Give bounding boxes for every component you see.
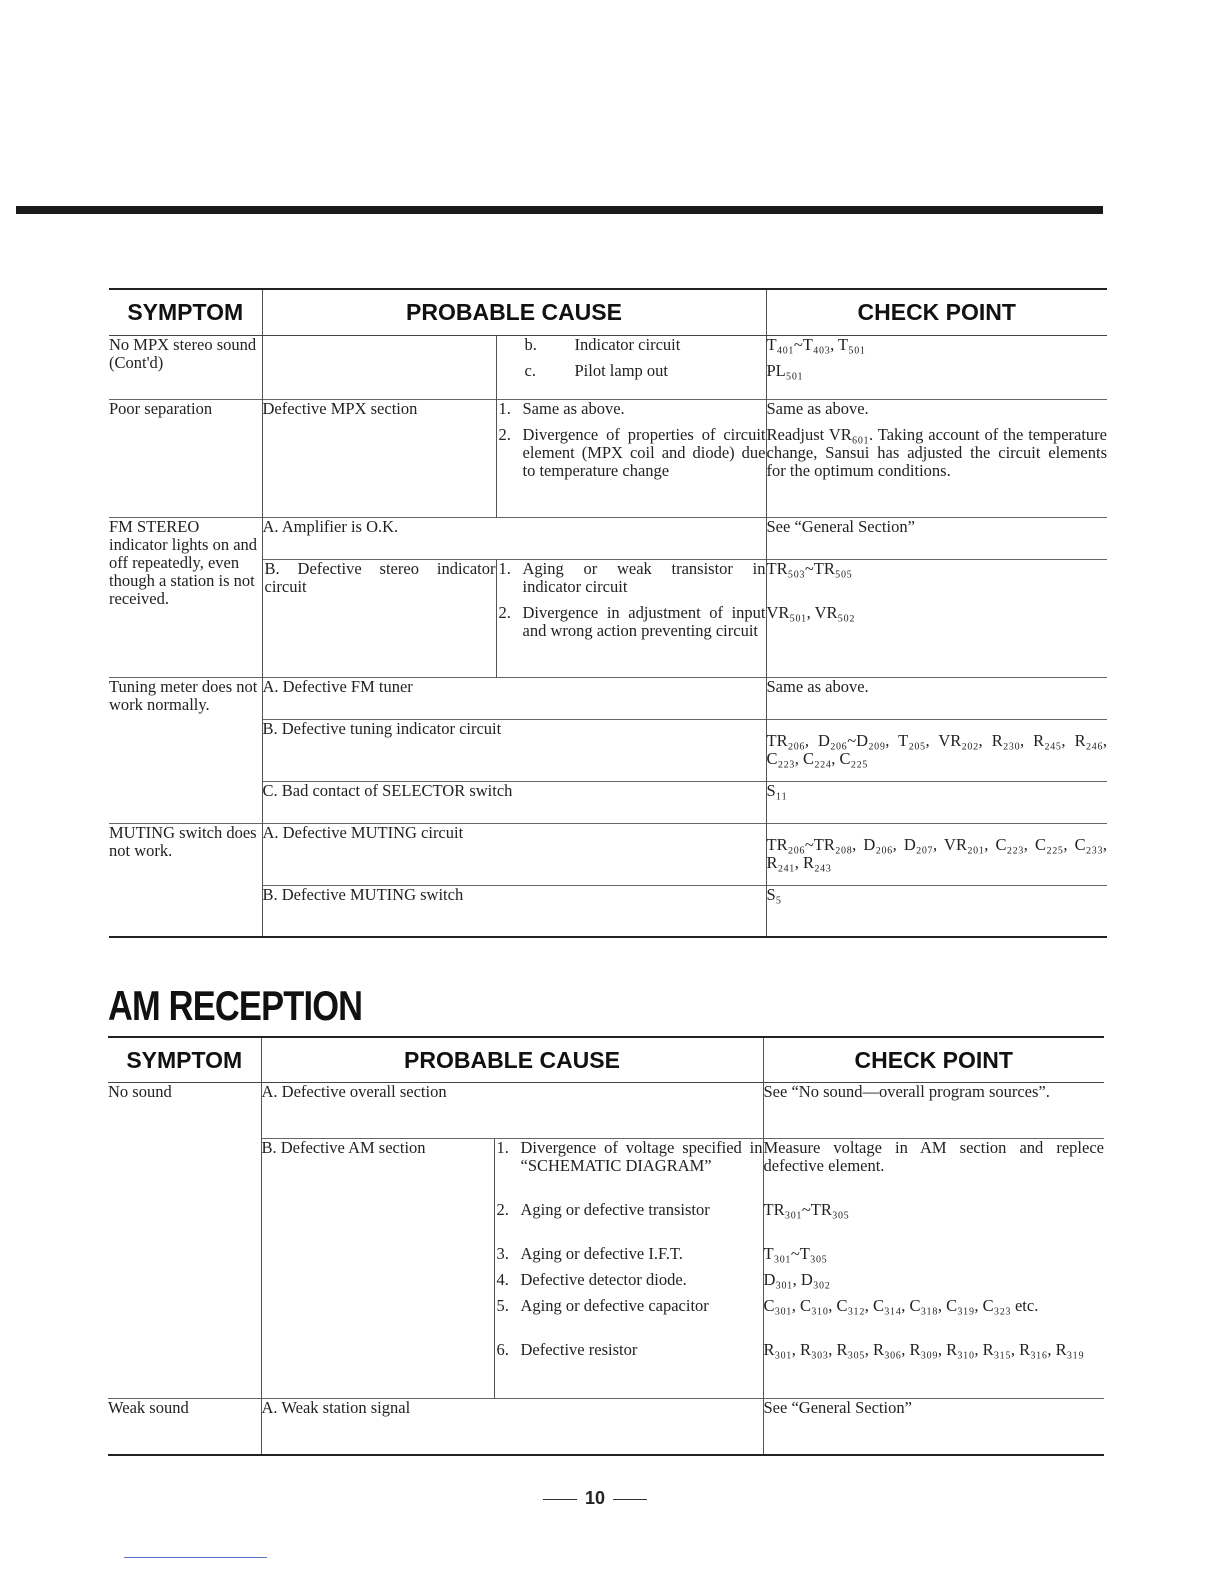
cause-indicator-circuit: Indicator circuit [574, 334, 681, 354]
table-row: Tuning meter does not work normally. A. Defective FM tuner Same as above. [109, 677, 1107, 719]
symptom-muting: MUTING switch does not work. [109, 823, 262, 937]
header-probable-cause: PROBABLE CAUSE [262, 289, 766, 335]
symptom-tuning-meter: Tuning meter does not work normally. [109, 677, 262, 823]
table-row: B. Defective tuning indicator circuit TR₂₀₆, D₂₀₆~D₂₀₉, T₂₀₅, VR₂₀₂, R₂₃₀, R₂₄₅, R₂₄₆, C₂₂₃, C₂₂₄, C₂₂₅ [109, 719, 1107, 781]
cause-defective-mpx: Defective MPX section [262, 399, 496, 517]
symptom-no-sound: No sound [108, 1082, 172, 1101]
am-header-probable-cause: PROBABLE CAUSE [261, 1037, 763, 1083]
table-row: B. Defective stereo indicator circuit 1. Aging or weak transistor in indicator circuit 2. Divergence in adjustment of input and wrong action preventing circuit TR₅₀₃~TR₅₀₅ VR₅₀₁, VR₅₀₂ [109, 559, 1107, 677]
header-check-point: CHECK POINT [766, 289, 1107, 335]
fm-troubleshooting-table [109, 288, 1107, 938]
check-indicator: T₄₀₁~T₄₀₃, T₅₀₁ [766, 334, 866, 354]
top-rule [16, 206, 1103, 214]
page-number: 10 [0, 1488, 1190, 1509]
cause-divergence-properties: Divergence of properties of circuit element (MPX coil and diode) due to temperature change [522, 424, 766, 480]
table-row: B. Defective AM section 1. Divergence of voltage specified in “SCHEMATIC DIAGRAM” 2. Aging or defective transistor 3. Aging or defective I.F.T. 4. Defective detector diode. 5. Aging or defective capacitor 6. Defective resistor Measure voltage in AM section and replece defective element. TR₃₀₁~TR₃₀₅ T₃₀₁~T₃₀₅ D₃₀₁, D₃₀₂ C₃₀₁, C₃₁₀, C₃₁₂, C₃₁₄, C₃₁₈, C₃₁₉, C₃₂₃ etc. R₃₀₁, R₃₀₃, R₃₀₅, R₃₀₆, R₃₀₉, R₃₁₀, R₃₁₅, R₃₁₆, R₃₁₉ [108, 1139, 1104, 1399]
cause-defective-am: B. Defective AM section [261, 1139, 494, 1399]
table-row: C. Bad contact of SELECTOR switch S₁₁ [109, 781, 1107, 823]
header-symptom: SYMPTOM [109, 289, 262, 335]
symptom-weak-sound: Weak sound [108, 1399, 261, 1455]
symptom-poor-separation: Poor separation [109, 399, 262, 517]
am-header-symptom: SYMPTOM [108, 1037, 261, 1083]
table-row: Weak sound A. Weak station signal See “General Section” [108, 1399, 1104, 1455]
table-row: FM STEREO indicator lights on and off repeatedly, even though a station is not received. A. Amplifier is O.K. See “General Section” [109, 517, 1107, 559]
table-row: Poor separation Defective MPX section 1. Same as above. 2. Divergence of properties of circuit element (MPX coil and diode) due to temperature change Same as above. Readjust VR₆₀₁. Taking account of the temperature change, Sansui has adjusted the circuit elements for the optimum conditions. [109, 399, 1107, 517]
table-row: No sound A. Defective overall section See “No sound—overall program sources”. [108, 1083, 1104, 1139]
footer-line [124, 1557, 267, 1558]
check-pilot-lamp: PL₅₀₁ [766, 360, 804, 380]
am-header-check-point: CHECK POINT [763, 1037, 1104, 1083]
table-row: No MPX stereo sound (Cont'd) b. Indicator circuit c. Pilot lamp out T₄₀₁~T₄₀₃, T₅₀₁ PL₅₀₁ [109, 335, 1107, 399]
cause-defective-stereo-indicator: B. Defective stereo indicator circuit [262, 559, 496, 677]
am-reception-heading: AM RECEPTION [108, 982, 363, 1029]
symptom-no-mpx: No MPX stereo sound (Cont'd) [109, 334, 257, 372]
check-readjust-vr601: Readjust VR₆₀₁. Taking account of the temperature change, Sansui has adjusted the circuit elements for the optimum conditions. [766, 424, 1107, 480]
table-row: B. Defective MUTING switch S₅ [109, 885, 1107, 937]
table-row: MUTING switch does not work. A. Defective MUTING circuit TR₂₀₆~TR₂₀₈, D₂₀₆, D₂₀₇, VR₂₀₁, C₂₂₃, C₂₂₅, C₂₃₃, R₂₄₁, R₂₄₃ [109, 823, 1107, 885]
am-troubleshooting-table [108, 1036, 1104, 1456]
cause-pilot-lamp: Pilot lamp out [574, 360, 669, 380]
symptom-fm-stereo: FM STEREO indicator lights on and off repeatedly, even though a station is not received. [109, 517, 262, 677]
cause-amplifier-ok: A. Amplifier is O.K. [262, 517, 766, 559]
